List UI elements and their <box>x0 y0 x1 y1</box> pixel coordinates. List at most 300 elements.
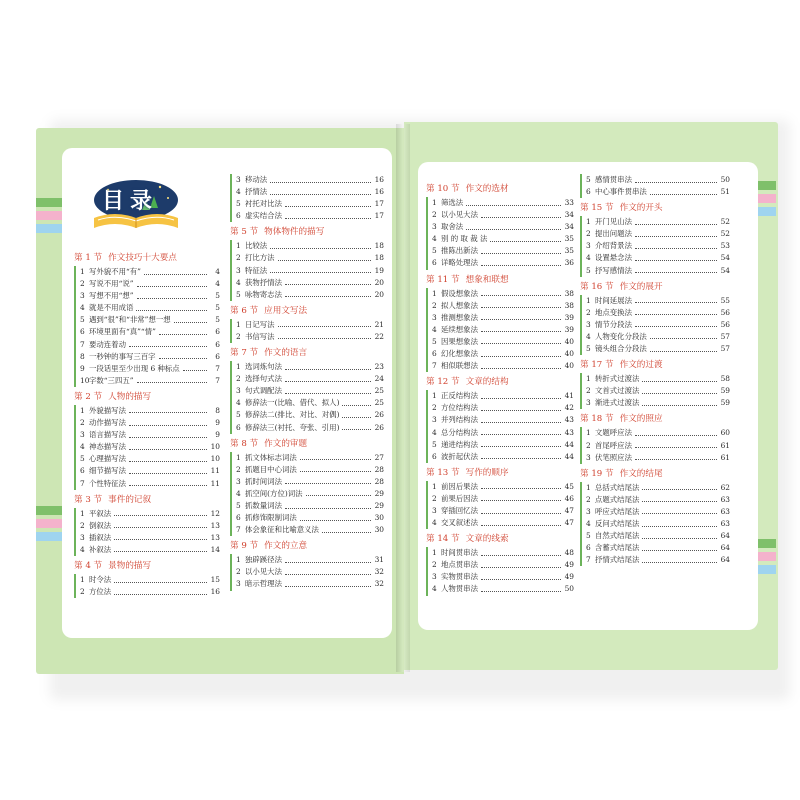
entry-title: 时令法 <box>89 574 112 584</box>
toc-entry[interactable] <box>230 464 384 476</box>
entry-title: 推陈出新法 <box>441 246 478 256</box>
toc-entry[interactable] <box>426 336 574 348</box>
toc-entry[interactable] <box>230 500 384 512</box>
entry-number: 1 <box>432 548 437 558</box>
toc-entry[interactable] <box>230 186 384 198</box>
entry-title: 抓文体标志词法 <box>245 452 297 462</box>
dot-leader <box>481 454 561 459</box>
entry-title: 推测想象法 <box>441 312 478 322</box>
right-column-2 <box>578 174 730 570</box>
page-number: 22 <box>374 331 384 341</box>
stripe-pink <box>36 519 62 528</box>
toc-entry[interactable] <box>230 397 384 409</box>
page-number: 64 <box>720 543 730 553</box>
toc-entry[interactable] <box>74 478 220 490</box>
entry-title: 抒情法 <box>245 187 268 197</box>
entry-number: 1 <box>586 482 591 492</box>
entry-number: 2 <box>586 494 591 504</box>
entry-number: 4 <box>236 277 241 287</box>
dot-leader <box>137 282 207 287</box>
toc-entry[interactable] <box>580 452 730 464</box>
entry-number: 8 <box>80 351 85 361</box>
section-heading[interactable] <box>72 252 220 265</box>
entry-number: 2 <box>236 253 241 263</box>
page-number: 39 <box>564 324 574 334</box>
section-heading[interactable] <box>228 438 384 451</box>
toc-entry[interactable] <box>580 494 730 506</box>
page-number: 11 <box>210 478 220 488</box>
toc-entry[interactable] <box>74 429 220 441</box>
toc-entry[interactable] <box>426 245 574 257</box>
toc-entry[interactable] <box>580 385 730 397</box>
section-heading[interactable] <box>72 494 220 507</box>
toc-entry[interactable] <box>74 302 220 314</box>
dot-leader <box>285 479 371 484</box>
entry-number: 1 <box>586 374 591 384</box>
toc-entry[interactable] <box>426 360 574 372</box>
toc-entry[interactable] <box>426 493 574 505</box>
entry-number: 2 <box>586 229 591 239</box>
entry-title: 神态描写法 <box>89 442 126 452</box>
entry-title: 方位结构法 <box>441 403 478 413</box>
section-number: 第 8 节 <box>230 438 259 449</box>
toc-entry[interactable] <box>230 289 384 301</box>
dot-leader <box>129 445 207 450</box>
dot-leader <box>635 220 717 225</box>
toc-entry[interactable] <box>426 402 574 414</box>
page-number: 31 <box>374 555 384 565</box>
toc-section <box>424 183 574 270</box>
entry-title: 首尾呼应法 <box>595 440 632 450</box>
section-heading[interactable] <box>424 533 574 546</box>
entry-title: 写外貌不用“有” <box>89 267 141 276</box>
toc-entry[interactable] <box>74 326 220 338</box>
entry-title: 点题式结尾法 <box>595 494 640 504</box>
left-column-1 <box>72 252 220 602</box>
section-heading[interactable] <box>72 391 220 404</box>
toc-entry[interactable] <box>580 373 730 385</box>
toc-entry[interactable] <box>74 417 220 429</box>
toc-entry[interactable] <box>230 361 384 373</box>
toc-entry[interactable] <box>580 186 730 198</box>
dot-leader <box>481 213 561 218</box>
toc-entry[interactable] <box>230 198 384 210</box>
page-number: 63 <box>720 518 730 528</box>
toc-entry[interactable] <box>74 574 220 586</box>
toc-entry[interactable] <box>74 465 220 477</box>
dot-leader <box>650 334 717 339</box>
toc-entry[interactable] <box>74 405 220 417</box>
section-heading[interactable] <box>578 413 730 426</box>
toc-entry[interactable] <box>74 351 220 363</box>
entry-number: 4 <box>432 427 437 437</box>
dot-leader <box>270 244 371 249</box>
dot-leader <box>114 590 207 595</box>
section-number: 第 7 节 <box>230 348 259 359</box>
entry-number: 6 <box>432 451 437 461</box>
entry-title: 假设想象法 <box>441 288 478 298</box>
entry-title: 递进结构法 <box>441 439 478 449</box>
page-number: 44 <box>564 451 574 461</box>
page-number: 53 <box>720 241 730 251</box>
entry-title: 移动法 <box>245 175 268 184</box>
toc-entry[interactable] <box>230 422 384 434</box>
toc-entry[interactable] <box>580 440 730 452</box>
dot-leader <box>635 455 717 460</box>
dot-leader <box>481 418 561 423</box>
toc-entry[interactable] <box>230 409 384 421</box>
entry-number: 2 <box>80 279 85 289</box>
toc-entry[interactable] <box>426 571 574 583</box>
entry-title: 选择句式法 <box>245 374 282 384</box>
entry-title: 穿插回忆法 <box>441 505 478 515</box>
entry-number: 1 <box>80 405 85 415</box>
dot-leader <box>481 352 561 357</box>
entry-title: 衬托对比法 <box>245 199 282 209</box>
toc-entry[interactable] <box>230 174 384 186</box>
toc-entry[interactable] <box>230 554 384 566</box>
entry-number: 3 <box>80 532 85 542</box>
dot-leader <box>650 347 717 352</box>
entry-number: 7 <box>80 478 85 488</box>
entry-title: 提出问题法 <box>595 229 632 239</box>
dot-leader <box>183 366 207 371</box>
section-number: 第 12 节 <box>426 377 460 388</box>
dot-leader <box>114 578 207 583</box>
dot-leader <box>322 528 371 533</box>
dot-leader <box>642 485 717 490</box>
toc-entry[interactable] <box>230 319 384 331</box>
dot-leader <box>642 558 717 563</box>
toc-entry[interactable] <box>426 505 574 517</box>
toc-entry[interactable] <box>230 524 384 536</box>
dot-leader <box>642 522 717 527</box>
toc-entry[interactable] <box>580 427 730 439</box>
dot-leader <box>635 178 717 183</box>
page-number: 40 <box>564 336 574 346</box>
page-number: 32 <box>374 567 384 577</box>
entry-number: 2 <box>432 210 437 220</box>
entry-title: 自然式结尾法 <box>595 531 640 541</box>
toc-entry[interactable] <box>74 363 220 375</box>
entry-title: 一段话里至少出现 6 种标点 <box>89 363 180 373</box>
entry-number: 3 <box>432 222 437 232</box>
toc-entry[interactable] <box>580 397 730 409</box>
toc-entry[interactable] <box>580 228 730 240</box>
page-number: 33 <box>564 198 574 207</box>
dot-leader <box>635 256 717 261</box>
section-number: 第 13 节 <box>426 467 460 478</box>
toc-entry[interactable] <box>230 277 384 289</box>
dot-leader <box>137 378 207 383</box>
toc-section <box>578 359 730 409</box>
toc-entry[interactable] <box>74 278 220 290</box>
toc-entry[interactable] <box>74 508 220 520</box>
page-number: 17 <box>374 199 384 209</box>
entry-title: 获物抒情法 <box>245 277 282 287</box>
toc-section <box>578 468 730 567</box>
entry-number: 3 <box>236 175 241 184</box>
page-number: 55 <box>720 295 730 305</box>
entry-number: 1 <box>236 555 241 565</box>
dot-leader <box>129 457 207 462</box>
entry-title: 外貌描写法 <box>89 405 126 415</box>
section-title: 作文的结尾 <box>619 468 663 479</box>
page-number: 6 <box>215 351 220 361</box>
page-number: 42 <box>564 403 574 413</box>
entry-title: 总括式结尾法 <box>595 482 640 492</box>
page-number: 17 <box>374 211 384 221</box>
dot-leader <box>481 261 561 266</box>
entry-number: 1 <box>586 428 591 438</box>
toc-entry[interactable] <box>426 517 574 529</box>
entry-number: 3 <box>432 505 437 515</box>
toc-entry[interactable] <box>426 414 574 426</box>
dot-leader <box>635 268 717 273</box>
toc-entry[interactable] <box>74 520 220 532</box>
toc-entry[interactable] <box>580 554 730 566</box>
page-number: 63 <box>720 506 730 516</box>
toc-entry[interactable] <box>230 331 384 343</box>
toc-entry[interactable] <box>426 221 574 233</box>
page-number: 18 <box>374 253 384 263</box>
toc-entry[interactable] <box>426 481 574 493</box>
entry-number: 2 <box>432 403 437 413</box>
section-heading[interactable] <box>578 281 730 294</box>
stripe-blue <box>36 532 62 541</box>
dot-leader <box>129 469 207 474</box>
dot-leader <box>278 256 371 261</box>
page-number: 39 <box>564 312 574 322</box>
dot-leader <box>114 547 207 552</box>
toc-entry[interactable] <box>426 583 574 595</box>
page-number: 52 <box>720 217 730 227</box>
toc-entry[interactable] <box>580 240 730 252</box>
section-heading[interactable] <box>424 274 574 287</box>
section-number: 第 16 节 <box>580 281 614 292</box>
entry-number: 3 <box>80 430 85 440</box>
entry-number: 6 <box>80 327 85 337</box>
toc-entry[interactable] <box>426 348 574 360</box>
section-title: 作文的过渡 <box>619 360 663 371</box>
toc-entry[interactable] <box>74 586 220 598</box>
page-number: 60 <box>720 428 730 438</box>
entry-title: 镜头组合分段法 <box>595 344 647 354</box>
page-number: 38 <box>564 288 574 298</box>
toc-entry[interactable] <box>426 312 574 324</box>
entry-title: 交叉叙述法 <box>441 518 478 528</box>
toc-entry[interactable] <box>580 518 730 530</box>
page-number: 14 <box>210 544 220 554</box>
toc-entry[interactable] <box>74 266 220 278</box>
dot-leader <box>466 201 561 206</box>
dot-leader <box>642 377 717 382</box>
section-heading[interactable] <box>578 468 730 481</box>
toc-entry[interactable] <box>580 174 730 186</box>
toc-entry[interactable] <box>580 542 730 554</box>
toc-entry[interactable] <box>580 482 730 494</box>
toc-entry[interactable] <box>230 566 384 578</box>
toc-entry[interactable] <box>74 290 220 302</box>
toc-entry[interactable] <box>426 209 574 221</box>
toc-entry[interactable] <box>580 319 730 331</box>
section-heading[interactable] <box>228 540 384 553</box>
dot-leader <box>481 496 561 501</box>
dot-leader <box>270 190 371 195</box>
toc-entry[interactable] <box>426 451 574 463</box>
continued-entries <box>578 174 730 198</box>
section-heading[interactable] <box>578 359 730 372</box>
toc-entry[interactable] <box>580 295 730 307</box>
toc-entry[interactable] <box>230 385 384 397</box>
section-heading[interactable] <box>228 226 384 239</box>
toc-entry[interactable] <box>74 544 220 556</box>
section-heading[interactable] <box>228 305 384 318</box>
toc-entry[interactable] <box>580 331 730 343</box>
page-number: 50 <box>720 175 730 184</box>
section-heading[interactable] <box>424 376 574 389</box>
section-heading[interactable] <box>228 347 384 360</box>
toc-entry[interactable] <box>74 441 220 453</box>
section-heading[interactable] <box>72 560 220 573</box>
toc-entry[interactable] <box>74 453 220 465</box>
section-title: 作文技巧十大要点 <box>108 253 177 263</box>
entry-title: 以小见大法 <box>441 210 478 220</box>
section-title: 作文的展开 <box>619 281 663 292</box>
entry-number: 3 <box>80 291 85 301</box>
dot-leader <box>642 401 717 406</box>
toc-entry[interactable] <box>74 339 220 351</box>
dot-leader <box>285 558 371 563</box>
dot-leader <box>342 413 371 418</box>
toc-entry[interactable] <box>74 532 220 544</box>
section-title: 想象和联想 <box>465 274 509 285</box>
toc-entry[interactable] <box>580 343 730 355</box>
entry-number: 7 <box>80 339 85 349</box>
dot-leader <box>642 534 717 539</box>
section-title: 景物的描写 <box>108 560 152 571</box>
toc-entry[interactable] <box>426 427 574 439</box>
toc-entry[interactable] <box>426 390 574 402</box>
toc-entry[interactable] <box>74 314 220 326</box>
toc-entry[interactable] <box>230 265 384 277</box>
toc-entry[interactable] <box>426 233 574 245</box>
section-title: 作文的立意 <box>264 541 308 552</box>
section-heading[interactable] <box>424 183 574 196</box>
right-column-1 <box>424 183 574 600</box>
entry-number: 2 <box>80 418 85 428</box>
entry-number: 9 <box>80 363 85 373</box>
toc-entry[interactable] <box>580 216 730 228</box>
toc-entry[interactable] <box>426 439 574 451</box>
toc-entry[interactable] <box>230 578 384 590</box>
entry-title: 筛选法 <box>441 198 464 207</box>
page-number: 5 <box>215 315 220 325</box>
entry-number: 4 <box>432 324 437 334</box>
section-heading[interactable] <box>578 202 730 215</box>
toc-entry[interactable] <box>230 512 384 524</box>
entry-number: 1 <box>236 241 241 251</box>
dot-leader <box>490 237 561 242</box>
entry-number: 2 <box>236 464 241 474</box>
entry-title: 书信写法 <box>245 331 275 341</box>
page-number: 13 <box>210 520 220 530</box>
toc-entry[interactable] <box>426 324 574 336</box>
toc-entry[interactable] <box>580 307 730 319</box>
toc-entry[interactable] <box>230 452 384 464</box>
page-number: 26 <box>374 410 384 420</box>
dot-leader <box>285 214 371 219</box>
page-number: 20 <box>374 277 384 287</box>
toc-entry[interactable] <box>426 559 574 571</box>
toc-entry[interactable] <box>426 300 574 312</box>
toc-entry[interactable] <box>230 252 384 264</box>
toc-section <box>228 226 384 300</box>
dot-leader <box>481 563 561 568</box>
page-number: 6 <box>215 327 220 337</box>
section-number: 第 3 节 <box>74 494 103 505</box>
dot-leader <box>481 551 561 556</box>
entry-title: 一秒钟的事写三百字 <box>89 351 156 361</box>
page-number: 26 <box>374 422 384 432</box>
section-number: 第 1 节 <box>74 253 103 263</box>
page-number: 20 <box>374 289 384 299</box>
entry-number: 2 <box>432 560 437 570</box>
entry-number: 5 <box>236 410 241 420</box>
section-title: 作文的语言 <box>264 348 308 359</box>
entry-title: 环境里面有“真”“情” <box>89 327 156 337</box>
page-number: 63 <box>720 494 730 504</box>
toc-entry[interactable] <box>230 476 384 488</box>
page-number: 35 <box>564 234 574 244</box>
toc-entry[interactable] <box>580 265 730 277</box>
entry-number: 5 <box>586 265 591 275</box>
dot-leader <box>481 315 561 320</box>
section-title: 作文的选材 <box>465 184 509 194</box>
toc-entry[interactable] <box>426 257 574 269</box>
dot-leader <box>285 570 371 575</box>
toc-entry[interactable] <box>426 547 574 559</box>
page-number: 24 <box>374 374 384 384</box>
toc-entry[interactable] <box>74 375 220 387</box>
toc-entry[interactable] <box>426 197 574 209</box>
entry-title: 情节分段法 <box>595 319 632 329</box>
toc-entry[interactable] <box>580 530 730 542</box>
page-number: 10 <box>210 442 220 452</box>
page-number: 56 <box>720 307 730 317</box>
page-number: 57 <box>720 331 730 341</box>
toc-entry[interactable] <box>230 210 384 222</box>
toc-entry[interactable] <box>580 252 730 264</box>
toc-entry[interactable] <box>426 288 574 300</box>
toc-entry[interactable] <box>230 240 384 252</box>
stripe-green <box>36 198 62 207</box>
page-number: 16 <box>374 175 384 184</box>
toc-entry[interactable] <box>230 373 384 385</box>
toc-entry[interactable] <box>580 506 730 518</box>
entry-number: 6 <box>432 258 437 268</box>
page-number: 64 <box>720 555 730 565</box>
dot-leader <box>481 442 561 447</box>
page-number: 41 <box>564 391 574 401</box>
toc-section <box>228 438 384 537</box>
section-heading[interactable] <box>424 467 574 480</box>
toc-entry[interactable] <box>230 488 384 500</box>
entry-number: 6 <box>432 349 437 359</box>
entry-title: 并列结构法 <box>441 415 478 425</box>
entry-number: 4 <box>80 303 85 313</box>
entry-number: 1 <box>236 362 241 372</box>
